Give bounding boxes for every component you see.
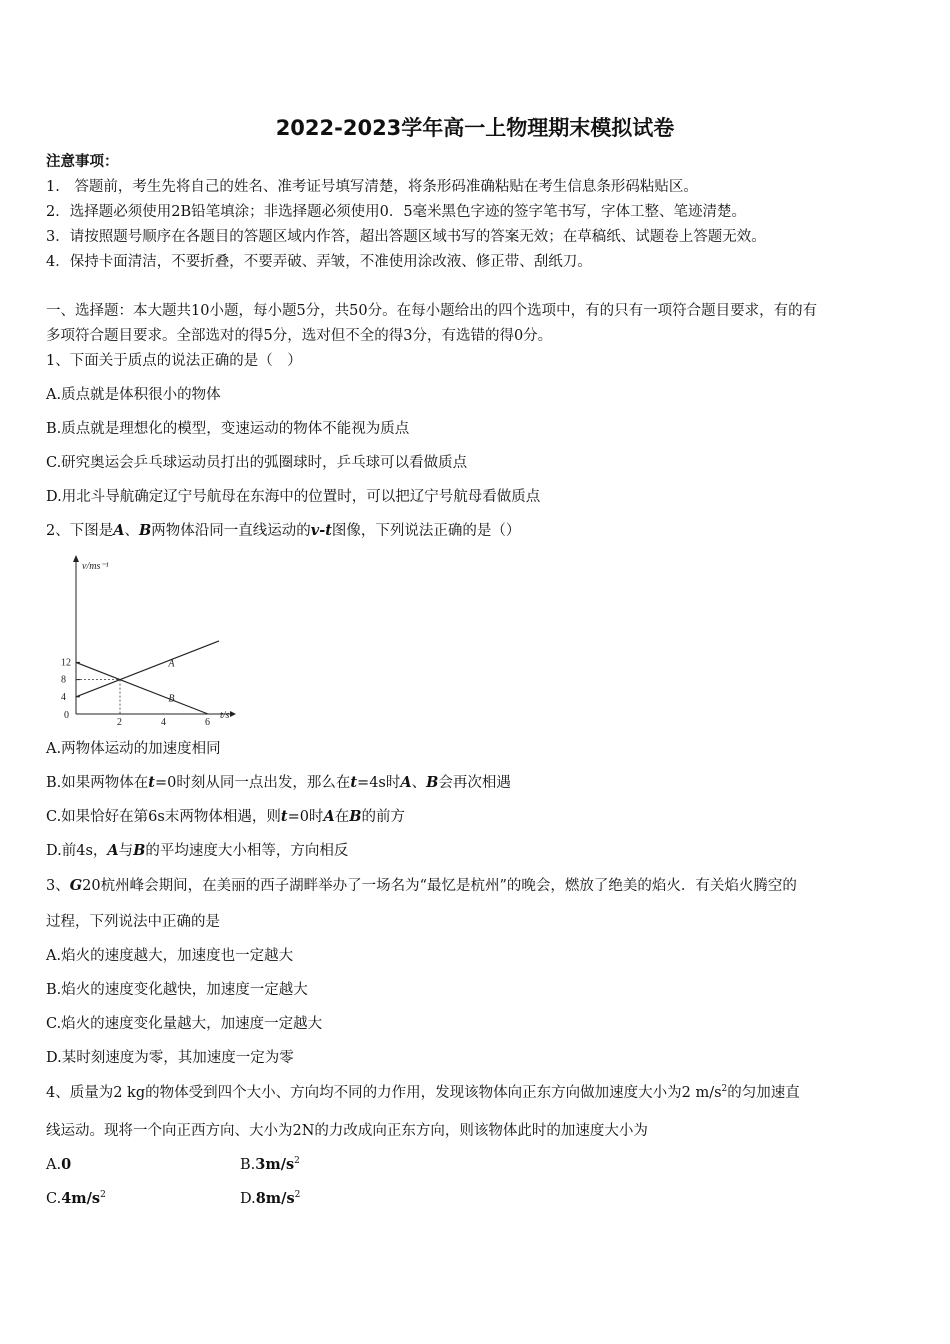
q1-stem: 1、下面关于质点的说法正确的是（ ） (46, 353, 302, 369)
y-tick-label: 12 (61, 657, 71, 669)
q1-option-d: D.用北斗导航确定辽宁号航母在东海中的位置时，可以把辽宁号航母看做质点 (46, 489, 541, 505)
series-line-a (76, 641, 219, 697)
q4-option-a: A.0 (46, 1156, 72, 1173)
x-tick-label: 2 (117, 717, 122, 726)
q1-option-c: C.研究奥运会乒乓球运动员打出的弧圈球时，乒乓球可以看做质点 (46, 455, 468, 471)
q4-stem-line-2: 线运动。现将一个向正西方向、大小为2N的力改成向正东方向，则该物体此时的加速度大小为 (46, 1123, 648, 1139)
section-intro-line-1: 一、选择题：本大题共10小题，每小题5分，共50分。在每小题给出的四个选项中，有的只有一项符合题目要求，有的有 (46, 303, 818, 319)
notice-heading: 注意事项： (46, 153, 119, 170)
q4-option-c: $C.4m/s^2$ (46, 1190, 106, 1207)
q3-stem-line-1: 3、G20杭州峰会期间，在美丽的西子湖畔举办了一场名为“最忆是杭州”的晚会，燃放了绝美的焰火．有关焰火腾空的 (46, 877, 797, 894)
vt-graph (58, 550, 238, 726)
q4-stem-line-1: 4、质量为2 kg的物体受到四个大小、方向均不同的力作用，发现该物体向正东方向做加速度大小为2 $m/s^2$的匀加速直 (46, 1084, 800, 1101)
q3-stem-line-2: 过程，下列说法中正确的是 (46, 914, 220, 930)
exam-title: 2022-2023学年高一上物理期末模拟试卷 (275, 116, 675, 140)
q3-option-d: D.某时刻速度为零，其加速度一定为零 (46, 1050, 294, 1066)
q4-option-b: $B.3m/s^2$ (240, 1156, 300, 1173)
q2-option-c: C.如果恰好在第6s末两物体相遇，则t=0时A在B的前方 (46, 808, 405, 825)
q3-option-a: A.焰火的速度越大，加速度也一定越大 (46, 948, 294, 964)
y-tick-label: 4 (61, 691, 66, 703)
y-axis-label: v/ms⁻¹ (82, 561, 109, 572)
series-label-a: A (168, 658, 175, 670)
notice-item-4: 4．保持卡面清洁，不要折叠，不要弄破、弄皱，不准使用涂改液、修正带、刮纸刀。 (46, 254, 592, 270)
q2-stem: 2、下图是A、B两物体沿同一直线运动的v-t图像，下列说法正确的是（） (46, 522, 521, 539)
x-tick-label: 6 (205, 717, 210, 726)
x-tick-label: 4 (161, 717, 166, 726)
q4-option-d: $D.8m/s^2$ (240, 1190, 301, 1207)
q1-option-a: A.质点就是体积很小的物体 (46, 387, 221, 403)
section-intro-line-2: 多项符合题目要求。全部选对的得5分，选对但不全的得3分，有选错的得0分。 (46, 328, 553, 344)
series-line-b (76, 662, 208, 714)
q3-option-b: B.焰火的速度变化越快，加速度一定越大 (46, 982, 308, 998)
y-axis-arrow (73, 555, 79, 562)
notice-item-1: 1. 答题前，考生先将自己的姓名、准考证号填写清楚，将条形码准确粘贴在考生信息条形码粘贴区。 (46, 179, 698, 195)
x-axis-label: t/s (220, 710, 230, 721)
q3-option-c: C.焰火的速度变化量越大，加速度一定越大 (46, 1016, 323, 1032)
x-axis-arrow (230, 711, 236, 717)
q1-option-b: B.质点就是理想化的模型，变速运动的物体不能视为质点 (46, 421, 410, 437)
notice-item-2: 2．选择题必须使用2B铅笔填涂；非选择题必须使用0．5毫米黑色字迹的签字笔书写，字体工整、笔迹清楚。 (46, 204, 747, 220)
q2-option-b: B.如果两物体在t=0时刻从同一点出发，那么在t=4s时A、B会再次相遇 (46, 774, 511, 791)
q2-option-d: D.前4s，A与B的平均速度大小相等，方向相反 (46, 842, 349, 859)
series-label-b: B (168, 693, 175, 705)
origin-label: 0 (64, 710, 69, 721)
q2-option-a: A.两物体运动的加速度相同 (46, 741, 221, 757)
y-tick-label: 8 (61, 674, 66, 686)
notice-item-3: 3．请按照题号顺序在各题目的答题区域内作答，超出答题区域书写的答案无效；在草稿纸、试题卷上答题无效。 (46, 229, 766, 245)
